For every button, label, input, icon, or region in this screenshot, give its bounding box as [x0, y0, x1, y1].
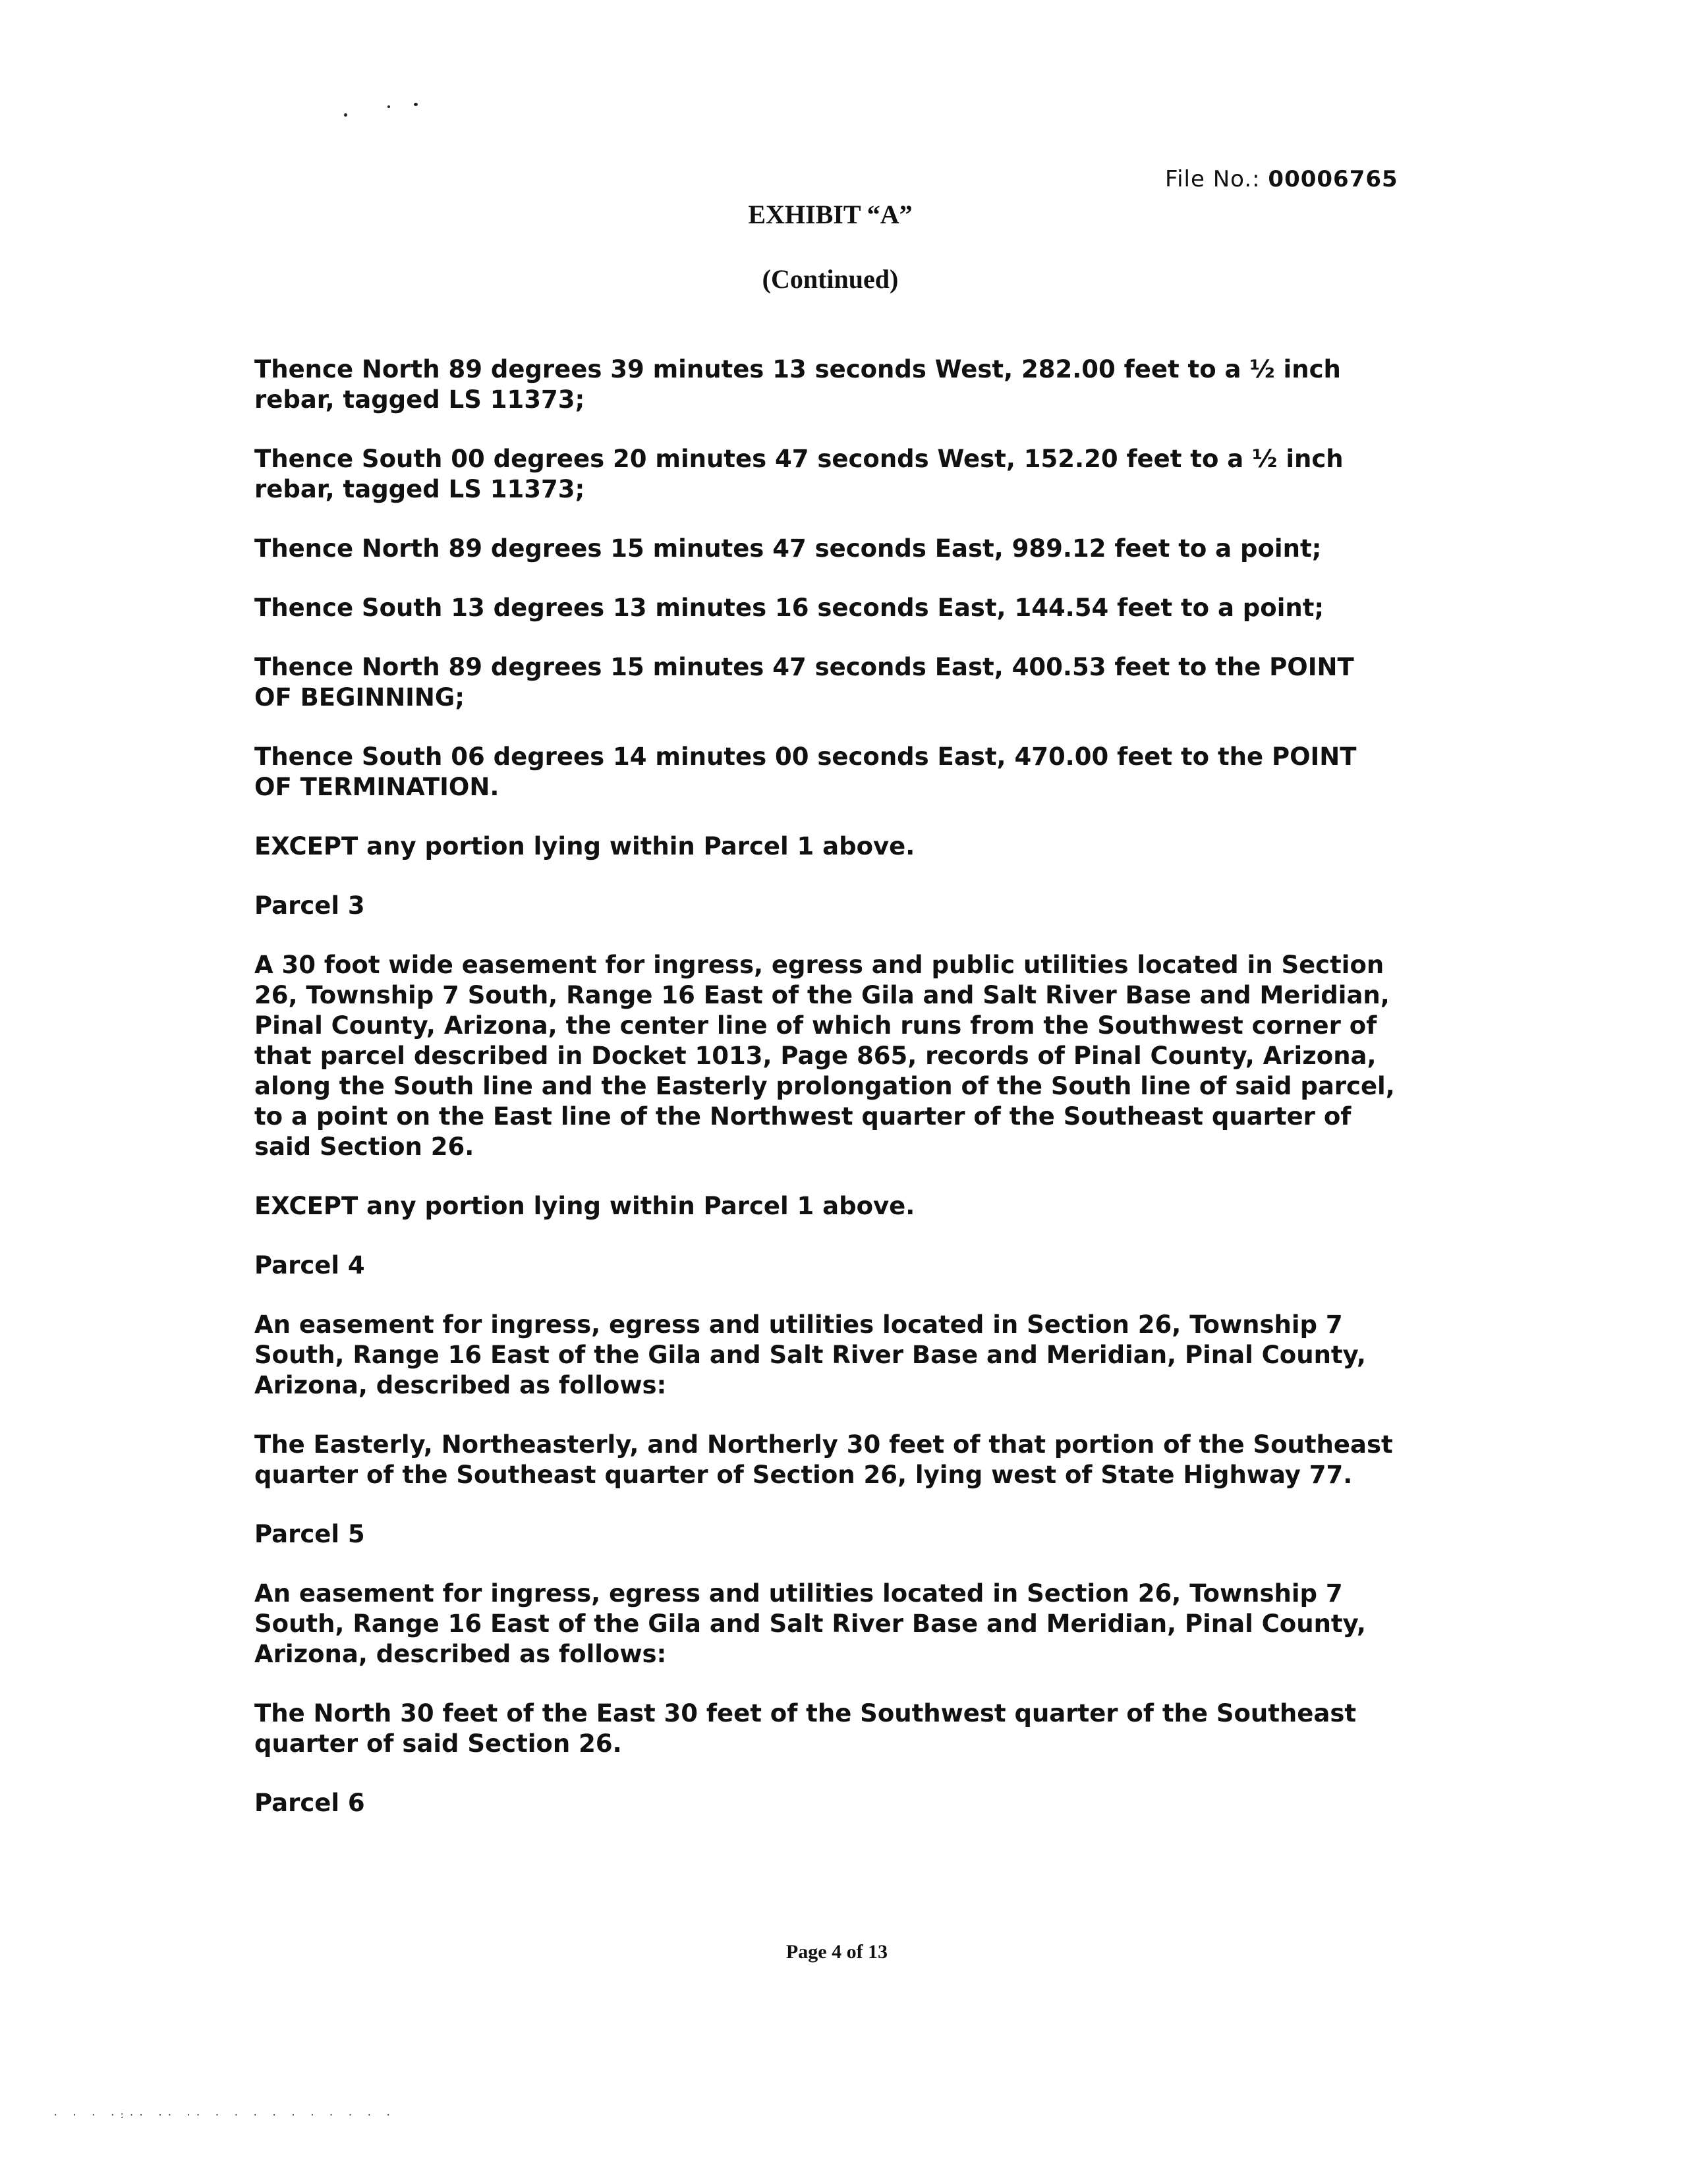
parcel-heading: Parcel 6	[254, 1789, 365, 1817]
scan-noise: · · · ·:·· ·· ·· · · · · · · · · · ·	[53, 2110, 395, 2121]
scan-speck	[414, 103, 418, 106]
parcel-description: The Easterly, Northeasterly, and Northerly 30 feet of that portion of the Southeast quarter of the Southeast quarter of Section 26, lying west of State Highway 77.	[254, 1430, 1393, 1489]
course-paragraph: Thence South 00 degrees 20 minutes 47 seconds West, 152.20 feet to a ½ inch rebar, tagged LS 11373;	[254, 445, 1344, 503]
parcel-description: A 30 foot wide easement for ingress, egress and public utilities located in Section 26, Township 7 South, Range 16 East of the Gila and Salt River Base and Meridian, Pinal County, Arizona, the center line of which runs from the Southwest corner of that parcel described in Docket 1013, Page 865, records of Pinal County, Arizona, along the South line and the Easterly prolongation of the South line of said parcel, to a point on the East line of the Northwest quarter of the Southeast quarter of said Section 26.	[254, 951, 1395, 1161]
parcel-description: An easement for ingress, egress and utilities located in Section 26, Township 7 South, Range 16 East of the Gila and Salt River Base and Meridian, Pinal County, Arizona, described as follows:	[254, 1579, 1366, 1668]
page-number: Page 4 of 13	[785, 1941, 888, 1963]
exhibit-title: EXHIBIT “A”	[748, 200, 913, 229]
file-number-label: File No.:	[1165, 166, 1261, 192]
exhibit-subtitle: (Continued)	[762, 264, 899, 294]
file-number-value: 00006765	[1268, 166, 1398, 192]
parcel-heading: Parcel 3	[254, 891, 365, 920]
exception-paragraph: EXCEPT any portion lying within Parcel 1 above.	[254, 832, 915, 860]
course-paragraph: Thence North 89 degrees 15 minutes 47 seconds East, 400.53 feet to the POINT OF BEGINNING;	[254, 653, 1354, 712]
scan-speck	[344, 113, 347, 117]
legal-description-body	[254, 354, 1414, 1847]
course-paragraph: Thence South 06 degrees 14 minutes 00 seconds East, 470.00 feet to the POINT OF TERMINATION.	[254, 743, 1357, 801]
scan-speck	[387, 105, 390, 108]
course-paragraph: Thence South 13 degrees 13 minutes 16 seconds East, 144.54 feet to a point;	[254, 594, 1324, 622]
file-number	[1165, 166, 1398, 192]
parcel-description: An easement for ingress, egress and utilities located in Section 26, Township 7 South, Range 16 East of the Gila and Salt River Base and Meridian, Pinal County, Arizona, described as follows:	[254, 1310, 1366, 1399]
parcel-heading: Parcel 4	[254, 1251, 365, 1279]
parcel-heading: Parcel 5	[254, 1520, 365, 1548]
course-paragraph: Thence North 89 degrees 39 minutes 13 seconds West, 282.00 feet to a ½ inch rebar, tagged LS 11373;	[254, 355, 1341, 414]
parcel-description: The North 30 feet of the East 30 feet of the Southwest quarter of the Southeast quarter of said Section 26.	[254, 1699, 1357, 1758]
course-paragraph: Thence North 89 degrees 15 minutes 47 seconds East, 989.12 feet to a point;	[254, 534, 1322, 563]
exception-paragraph: EXCEPT any portion lying within Parcel 1 above.	[254, 1192, 915, 1220]
